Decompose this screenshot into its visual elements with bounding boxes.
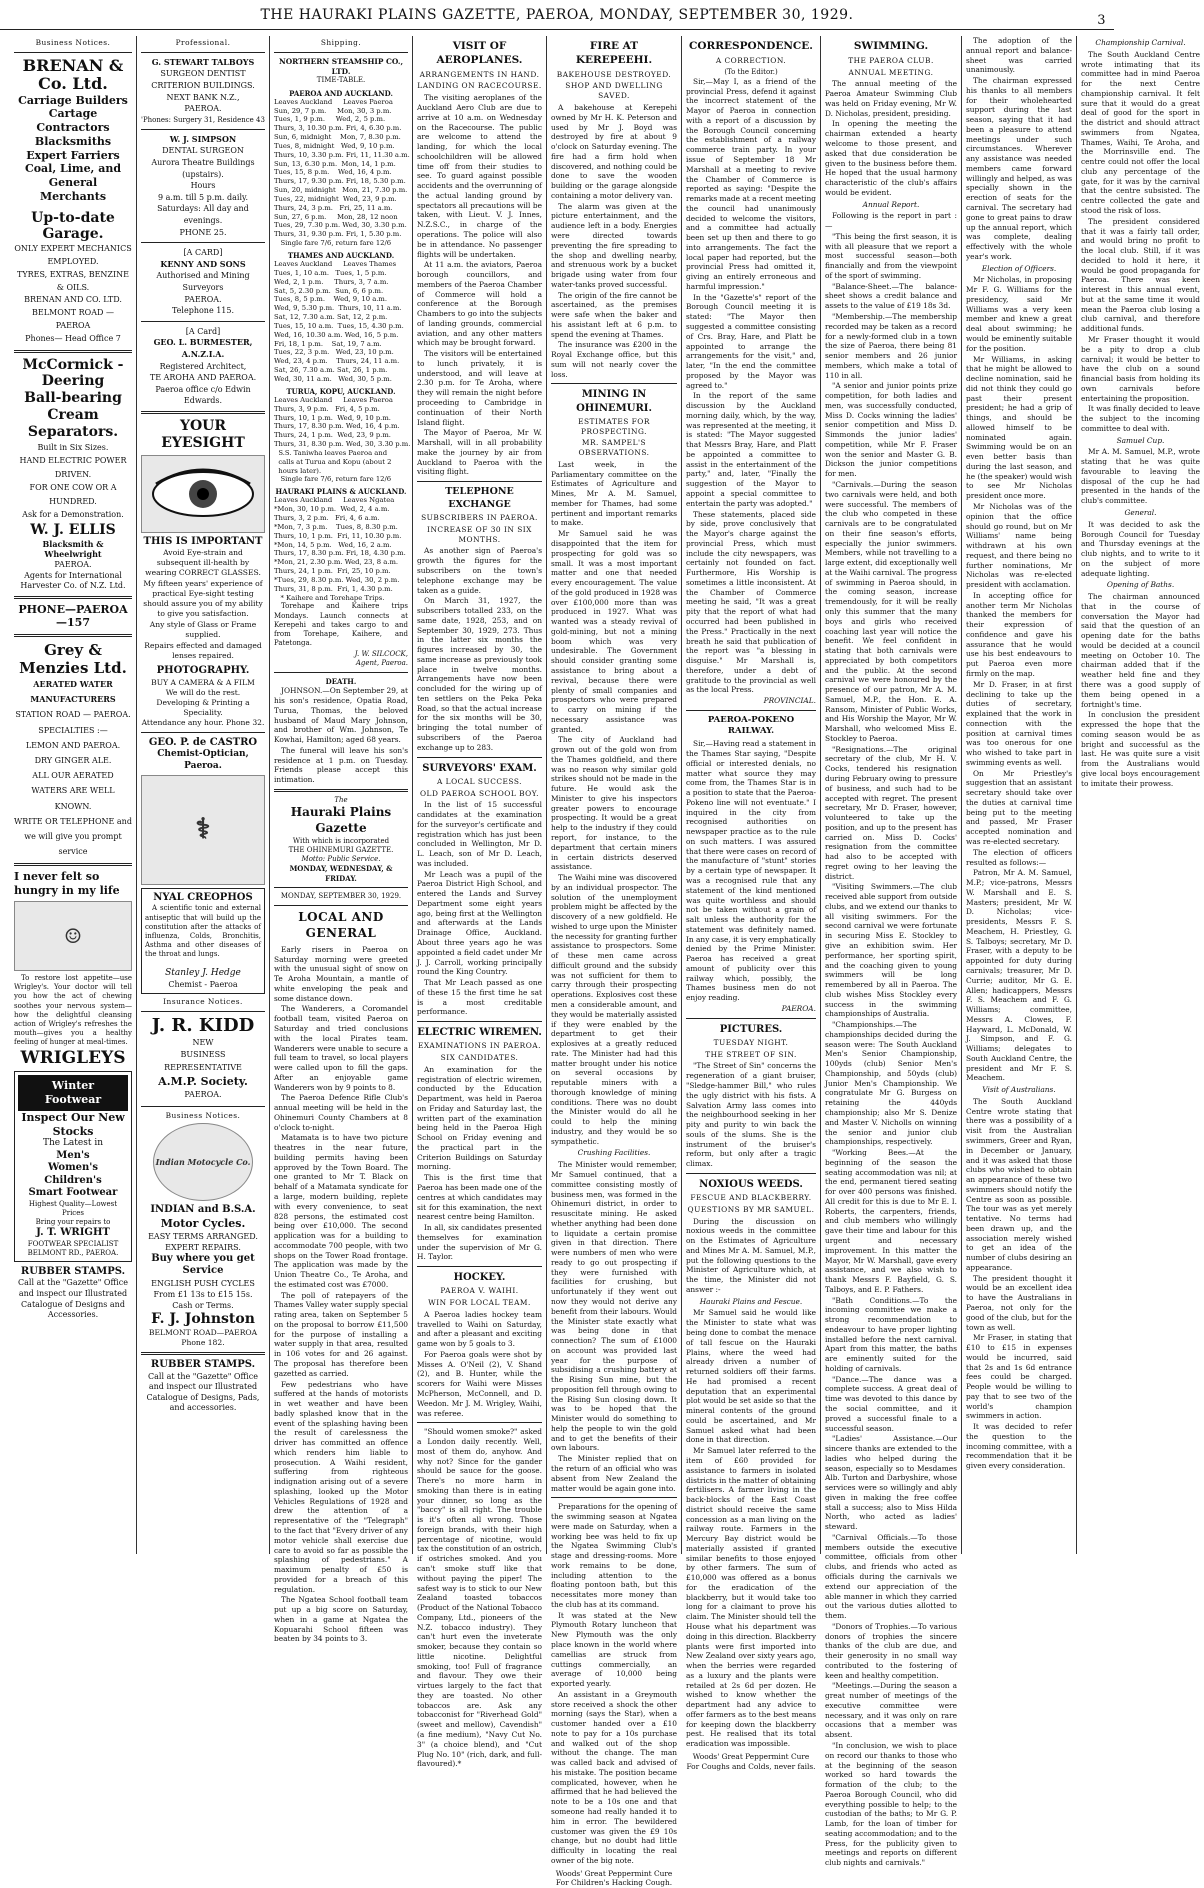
simpson-card: W. J. SIMPSON DENTAL SURGEON Aurora Theatre Buildings (upstairs). Hours 9 a.m. till 5 p.m. daily. Saturdays: All day and evenings. PHONE 25. — [151, 133, 255, 237]
talboys-card: G. STEWART TALBOYS SURGEON DENTIST CRITERION BUILDINGS. NEXT BANK N.Z., PAEROA. 'Phones: Surgery 31, Residence 43 — [141, 56, 265, 124]
section-label: Professional. — [175, 38, 231, 47]
timetable-turua-kopu: Leaves Auckland Leaves Paeroa Thurs, 3, 9 p.m. Fri, 4, 5 p.m. Thurs, 10, 1 p.m. Wed, 9, 10 p.m. Thurs, 17, 8.30 p.m. Wed, 16, 4 p.m. Thurs, 24, 1 p.m. Wed, 23, 9 p.m. Thurs, 31, 8.30 p.m. Wed, 30, 3.30 p.m. S.S. Taniwha leaves Paeroa and calls at Turua and Kopu (about 2 hours later). Single fare 7/6, return fare 12/6 — [274, 395, 411, 484]
telephone-title: TELEPHONE EXCHANGE — [445, 486, 514, 510]
column-6: CORRESPONDENCE. A CORRECTION. (To the Editor.) Sir,—May I, as a friend of the provincial Press, defend it against the incorrect statement of the Mayor of Paeroa in connection with a report of a discussion by the Borough Council concerning the establishment of a railway commerce train party. In your issue of September 18 Mr Marshall at a meeting to revive the Chamber of Commerce is reported as saying: "Despite the remarks made at a recent meeting the council had unanimously decided to welcome the visitors, and a committee had actually been set up then and there to go into arrangements. The fact the local paper had reported, but the provincial Press had omitted it, giving an entirely erroneous and harmful impression." In the "Gazette's" report of the Borough Council meeting it is stated: "The Mayor then suggested a committee consisting of Crs. Bray, Hare, and Platt be appointed to arrange the arrangements for the visit," and, later, "In the end the committee proposed by the Mayor was agreed to." In the report of the same discussion by the Auckland morning daily, which, by the way, was represented at the meeting, it is stated: "The Mayor suggested that Messrs Bray, Hare, and Platt be appointed a committee to assist in the entertainment of the party," and, later, "Finally the suggestion of the Mayor to appoint a special committee to entertain the party was adopted." These statements, placed side by side, prove conclusively that the Mayor's charge against the provincial Press, which must include the city newspapers, was certainly not founded on fact. Furthermore, His Worship is sometimes a little inconsistent. At the Chamber of Commerce meeting he said, "It was a great pity that the report of what had occurred had been published in the Press." Practically in the next breath he said that publication of the report was "a blessing in disguise." Mr Marshall is, therefore, under a debt of gratitude to the provincial as well as the local Press. PROVINCIAL. PAEROA-POKENO RAILWAY. Sir,—Having read a statement in the Thames Star saying, "Despite official or interested denials, no matter what source they may come from, the Thames Star is in a position to state that the Paeroa-Pokeno line will not eventuate." I inquired in the city from recognised authorities on newspaper practice as to the rule on such matters. I was assured that there were cases on record of the manufacture of "stunt" stories by a certain type of newspaper. It was a recognised rule that any statement of the kind mentioned was quite worthless and should not be taken without a grain of salt unless the authority for the statement was definitely named. In any case, it is very emphatically denied by the Prime Minister. Paeroa has received a great amount of publicity over this railway which, possibly, the Thames business men do not enjoy reading. PAEROA. PICTURES. TUESDAY NIGHT. THE STREET OF SIN. "The Street of Sin" concerns the regeneration of a giant bruiser, "Sledge-hammer Bill," who rules the ugly district with his fists. A Salvation Army lass comes into the neighbourhood seeking in her pity and purity to win back the souls of the slums. She is the instrument of the bruiser's reform, but only after a tragic climax. NOXIOUS WEEDS. FESCUE AND BLACKBERRY. QUESTIONS BY MR SAMUEL. During the discussion on noxious weeds in the committee on the Estimates of Agriculture and Mines Mr A. M. Samuel, M.P., put the following questions to the Minister of Agriculture which, at the time, the Minister did not answer :- Hauraki Plains and Fescue. Mr Samuel said he would like the Minister to state what was being done to combat the menace of tall fescue on the Hauraki Plains, where the weed had already driven a number of returned soldiers off their farms. He had promised a recent deputation that an experimental plot would be set aside so that the mineral contents of the ground could be ascertained, and Mr Samuel asked what had been done in that direction. Mr Samuel later referred to the item of £60 provided for assistance to farmers in isolated districts in the matter of obtaining fertilisers. A farmer living in the back-blocks of the East Coast district should receive the same concession as a man living on the railway route. Farmers in the Mercury Bay district would be materially assisted if granted similar benefits to those enjoyed by other farmers. The sum of £10,000 was offered as a bonus for the eradication of the blackberry, but it would take too long for a claimant to prove his claim. The Minister should tell the House what his department was doing in this direction. Blackberry plants were first imported into New Zealand over sixty years ago, when the berries were regarded as a luxury and the plants were retailed at 2s 6d per dozen. He wished to know whether the department had any advice to offer farmers as to the best means for keeping down the blackberry pest. He realised that its total eradication was impossible. Woods' Great Peppermint Cure For Coughs and Colds, never fails. — [682, 36, 821, 1554]
castro-sub: Chemist-Optician, Paeroa. — [157, 749, 249, 771]
phone-line: PHONE—PAEROA —157 — [18, 602, 128, 630]
nyal-title: NYAL CREOPHOS — [153, 891, 253, 903]
timetable-hauraki-plains: Leaves Auckland Leaves Ngatea *Mon, 30, 10 p.m. Wed, 2, 4 a.m. Thurs, 3, 2 p.m. Fri, 4, 6 a.m. *Mon, 7, 3 p.m. Tues, 8, 8.30 p.m. Thurs, 10, 1 p.m. Fri, 11, 10.30 p.m. *Mon, 14, 5 p.m. Wed, 16, 2 a.m. Thurs, 17, 8.30 p.m. Fri, 18, 4.30 p.m. *Mon, 21, 2.30 p.m. Wed, 23, 8 a.m. Thurs, 24, 1 p.m. Fri, 25, 10 p.m. *Tues, 29, 8.30 p.m. Wed, 30, 2 p.m. Thurs, 31, 8 p.m. Fri, 1, 4.30 p.m. * Kaihere and Torehape Trips. — [274, 496, 406, 602]
masthead-title: THE HAURAKI PLAINS GAZETTE, PAEROA, MONDAY, SEPTEMBER 30, 1929. — [260, 7, 854, 23]
weeds-title: NOXIOUS WEEDS. — [699, 1178, 803, 1190]
mccormick-lines: Built in Six Sizes. HAND ELECTRIC POWER DRIVEN. FOR ONE COW OR A HUNDRED. Ask for a Demonstration. — [19, 442, 127, 520]
shipping-company: NORTHERN STEAMSHIP CO., LTD. — [278, 56, 404, 76]
column-5: FIRE AT KEREPEEHI. BAKEHOUSE DESTROYED. SHOP AND DWELLING SAVED. A bakehouse at Kerepehi owned by Mr H. K. Peterson and used by Mr J. Boyd was destroyed by fire at about 9 o'clock on Saturday evening. The fire had a firm hold when discovered, and nothing could be done to save the wooden building or the garage alongside containing a motor delivery van. The alarm was given at the picture entertainment, and the audience left in a body. Energies were directed towards preventing the fire spreading to the shop and dwelling nearby, and strenuous work by a bucket brigade using water from four water-tanks proved successful. The origin of the fire cannot be ascertained, as the premises were safe when the baker and his assistant left at 6 p.m. to spend the evening at Thames. The insurance was £200 in the Royal Exchange office, but this sum will not nearly cover the loss. MINING IN OHINEMURI. ESTIMATES FOR PROSPECTING. MR. SAMPEL'S OBSERVATIONS. Last week, in the Parliamentary committee on the Estimates of Agriculture and Mines, Mr A. M. Samuel, member for Thames, had some pertinent and important remarks to make. Mr Samuel said he was disappointed that the item for prospecting for gold was so small. It was a most important matter and one that needed every encouragement. The value of the gold produced in 1928 was over £100,000 more than was produced in 1927. What was wanted was a steady revival of gold-mining, but not a mining boom which was very undesirable. The Government should consider granting some assistance to bring about a revival, because there were plenty of small companies and prospectors who were prepared to carry on mining if the necessary assistance was granted. The city of Auckland had grown out of the gold won from the Thames goldfield, and there was no reason why similar gold strikes should not be made in the future. He would ask the Minister to give his inspectors greater powers to encourage prospecting. It would be a great help to the industry if they could report, for instance, to the department that certain miners in certain districts deserved assistance. The Waihi mine was discovered by an individual prospector. The solution of the unemployment problem might be affected by the discovery of a new goldfield. He wished to urge upon the Minister the necessity for granting further assistance to prospectors. Some of these men came across difficult ground and the subsidy was not sufficient for them to carry through their prospecting operations. Explosives cost these men a considerable amount, and they would be materially assisted if they were enabled by the department to get their explosives at a greatly reduced rate. The Minister had had this matter brought under his notice on several occasions by reputable miners with a thorough knowledge of mining conditions. There was no doubt the Minister would do all he could to help the mining industry, and they would be so sympathetic. Crushing Facilities. The Minister would remember, Mr Samuel continued, that a committee consisting mostly of business men, was formed in the Ohinemuri district, in order to resuscitate mining. He asked whether anything had been done to liquidate a certain promise given in that direction. There were numbers of men who were ready to go out prospecting if they were furnished with facilities for crushing, but unfortunately if they went out now they would not derive any benefit from their labours. Would the Minister state exactly what was being done in that connection? The sum of £1000 on account was provided last year for the purpose of subsidising a crushing battery at the Rising Sun mine, but the proposition fell through owing to the Rising Sun closing down. It was to be hoped that the Minister would do something to help the people to win the gold and to get the benefits of their own labours. The Minister replied that on the return of an official who was absent from New Zealand the matter would be again gone into. Preparations for the opening of the swimming season at Ngatea were made on Saturday, when a working bee was held to fix up the Ngatea Swimming Club's stage and dressing-rooms. More work remains to be done, including attention to the floating pontoon bath, but this necessitates more money than the club has at its command. It was stated at the New Plymouth Rotary luncheon that New Plymouth was the only place known in the world where camellias are struck from cuttings commercially, an average of 10,000 being exported yearly. An assistant in a Greymouth store received a shock the other morning (says the Star), when a customer handed over a £10 note to pay for a 10s purchase and walked out of the shop without the change. The man was called back and advised of his mistake. The position became complicated, however, when he affirmed that he had believed the note to be a 10s one and that someone had really handed it to him in error. The bewildered customer was given the £9 10s change, but no doubt had little difficulty in locating the real owner of the big note. Woods' Great Peppermint Cure For Children's Hacking Cough. — [547, 36, 682, 1554]
rubber-title: RUBBER STAMPS. — [20, 1265, 126, 1277]
chemist-illustration: ⚕ — [141, 775, 265, 885]
column-2: Professional. G. STEWART TALBOYS SURGEON DENTIST CRITERION BUILDINGS. NEXT BANK N.Z., PAEROA. 'Phones: Surgery 31, Residence 43 W. J. SIMPSON DENTAL SURGEON Aurora Theatre Buildings (upstairs). Hours 9 a.m. till 5 p.m. daily. Saturdays: All day and evenings. PHONE 25. [A CARD] KENNY AND SONS Authorised and Mining Surveyors PAEROA. Telephone 115. [A Card] GEO. L. BURMESTER, A.N.Z.I.A. Registered Architect, TE AROHA AND PAEROA. Paeroa office c/o Edwin Edwards. YOUR EYESIGHT THIS IS IMPORTANT Avoid Eye-strain and subsequent ill-health by wearing CORRECT GLASSES. My fifteen years' experience of practical Eye-sight testing should assure you of my ability to give you satisfaction. Any style of Glass or Frame supplied. Repairs effected and damaged lenses repaired. PHOTOGRAPHY. BUY A CAMERA & A FILM We will do the rest. Developing & Printing a Speciality. Attendance any hour. Phone 32. GEO. P. de CASTRO Chemist-Optician, Paeroa. ⚕ NYAL CREOPHOS A scientific tonic and external antiseptic that will build up the constitution after the attacks of influenza, Colds, Bronchitis, Asthma and other diseases of the throat and lungs. Stanley J. Hedge Chemist - Paeroa Insurance Notices. J. R. KIDD NEW BUSINESS REPRESENTATIVE A.M.P. Society. PAEROA. Business Notices. Indian Motocycle Co. INDIAN and B.S.A. Motor Cycles. EASY TERMS ARRANGED. EXPERT REPAIRS. Buy where you get Service ENGLISH PUSH CYCLES From £1 13s to £15 15s. Cash or Terms. F. J. Johnston BELMONT ROAD—PAEROA Phone 182. RUBBER STAMPS. Call at the "Gazette" Office and inspect our Illustrated Catalogue of Designs, Pads, and accessories. — [137, 36, 270, 1554]
brenan-title: BRENAN & Co. Ltd. — [22, 55, 124, 94]
johnston-lines: BELMONT ROAD—PAEROA Phone 182. — [148, 1328, 258, 1348]
mccormick-sub: Ball-bearing Cream Separators. — [24, 390, 122, 440]
ellis-lines: Blacksmith & Wheelwright PAEROA. Agents for International Harvester Co. of N.Z. Ltd. — [20, 538, 126, 591]
column-1 — [10, 36, 137, 1554]
kenny-card: [A CARD] KENNY AND SONS Authorised and Mining Surveyors PAEROA. Telephone 115. — [156, 248, 250, 316]
photography-title: PHOTOGRAPHY. — [156, 665, 250, 677]
swimming-title: SWIMMING. — [853, 40, 929, 52]
column-7: SWIMMING. THE PAEROA CLUB. ANNUAL MEETING. The annual meeting of the Paeroa Amateur Swimming Club was held on Friday evening, Mr W. D. Nicholas, president, presiding. In opening the meeting the chairman extended a hearty welcome to those present, and asked that due consideration be given to the business before them. He hoped that the usual harmony characteristic of the club's affairs would be evident. Annual Report. Following is the report in part :— "This being the first season, it is with all pleasure that we report a most successful season—both financially and from the viewpoint of the sport of swimming. "Balance-Sheet.—The balance-sheet shows a credit balance and assets to the value of £19 18s 3d. "Membership.—The membership recorded may be taken as a record for a newly-formed club in a town the size of Paeroa, there being 81 senior members and 26 junior members, which make a total of 110 in all. "A senior and junior points prize competition, for both ladies and men, was successfully conducted, Miss D. Cocks winning the ladies' senior competition and Miss D. Simmonds the junior ladies' competition, while Mr F. Fraser won the senior and Master G. B. Dickson the junior competitions for men. "Carnivals.—During the season two carnivals were held, and both were successful. The members of the club who competed in these carnivals are to be congratulated on their fine season's efforts, especially the junior swimmers. Members, while not travelling to a large extent, did exceptionally well at the Waihi carnival. The progress of swimming in Paeroa should, in the coming season, increase tremendously, for it will be really only this summer that the many boys and girls who received coaching last year will notice the benefit. We feel confident in stating that both carnivals were appreciated by both competitors and the public. At the second carnival we were honoured by the presence of our patron, Mr A. M. Samuel, M.P., the Hon. E. A. Ransom, Minister of Public Works, and His Worship the Mayor, Mr W. Marshall, who welcomed Miss E. Stockley to Paeroa. "Resignations.—The original secretary of the club, Mr H. V. Cocks, tendered his resignation during February owing to pressure of business, and such had to be accepted with regret. The present secretary, Mr D. Fraser, however, volunteered to take up the position, and up to the present has carried on. Miss D. Cocks' resignation from the committee had also to be accepted with regret owing to her leaving the district. "Visiting Swimmers.—The club received able support from outside clubs, and we extend our thanks to all visiting swimmers. For the second carnival we were fortunate in securing Miss E. Stockley to give an exhibition swim. Her performance, her sporting spirit, and the coaching given to young swimmers will be long remembered by all in Paeroa. The club wishes Miss Stockley every success in the swimming championships of Australia. "Championships.—The championships decided during the season were: The South Auckland Men's Senior Championship, 100yds (club) Senior Men's Championship, and 50yds (club) Junior Men's Championship. We congratulate Mr G. Burgess on retaining the 440yds championship; also Mr S. Denize and Master V. Nicholls on winning the senior and junior club championships, respectively. "Working Bees.—At the beginning of the season the seating accommodation was nil; at the end, permanent tiered seating for over 400 persons was finished. All credit for this is due to Mr E. I. Roberts, the carpenters, friends, and club members who willingly gave their time and labour for this urgent and necessary improvement. In this matter the Mayor, Mr W. Marshall, gave every assistance, and we also wish to thank Messrs F. Bayfield, G. S. Talboys, and E. P. Fathers. "Bath Conditions.—To the incoming committee we make a strong recommendation to endeavour to have proper lighting installed before the next carnival. Apart from this matter, the baths are eminently suited for the holding of carnivals. "Dance.—The dance was a complete success. A great deal of time was devoted to this dance by the social committee, and it proved a successful finale to a successful season. "Ladies' Assistance.—Our sincere thanks are extended to the ladies who helped during the season, especially so to Mesdames Alb. Turton and Darbyshire, whose services were so willingly and ably given in making the free coffee stall a success; also to Miss Hilda North, who acted as ladies' steward. "Carnival Officials.—To those members outside the executive committee, officials from other clubs, and friends who acted as officials during the carnivals we extend our appreciation of the able manner in which they carried out the various duties allotted to them. "Donors of Trophies.—To various donors of trophies the sincere thanks of the club are due, and their generosity in no small way contributed to the fostering of keen and healthy competition. "Meetings.—During the season a great number of meetings of the executive committee were necessary, and it was only on rare occasions that a member was absent. "In conclusion, we wish to place on record our thanks to those who at the beginning of the season worked so hard towards the formation of the club; to the Paeroa Borough Council, who did everything possible to help; to the custodian of the baths; to Mr G. P. Lamb, for the loan of timber for seating accommodation; and to the Press, for the publicity given to meetings and reports on different club nights and carnivals." — [821, 36, 962, 1554]
column-3: Shipping. NORTHERN STEAMSHIP CO., LTD. TIME-TABLE. PAEROA AND AUCKLAND. Leaves Auckland Leaves Paeroa Sun, 29, 7 p.m. Mon, 30, 3 p.m. Tues, 1, 9 p.m. Wed, 2, 5 p.m. Thurs, 3, 10.30 p.m. Fri, 4, 6.30 p.m. Sun, 6, midnight Mon, 7, 8.30 p.m. Tues, 8, midnight Wed, 9, 10 p.m. Thurs, 10, 3.30 p.m. Fri, 11, 11.30 a.m. Sun, 13, 6.30 p.m. Mon, 14, 1 p.m. Tues, 15, 8 p.m. Wed, 16, 4 p.m. Thurs, 17, 9.30 p.m. Fri, 18, 5.30 p.m. Sun, 20, midnight Mon, 21, 7.30 p.m. Tues, 22, midnight Wed, 23, 9 p.m. Thurs, 24, 3 p.m. Fri, 25, 11 a.m. Sun, 27, 6 p.m. Mon, 28, 12 noon Tues, 29, 7.30 p.m. Wed, 30, 3.30 p.m. Thurs, 31, 9.30 p.m. Fri, 1, 5.30 p.m. Single fare 7/6, return fare 12/6 THAMES AND AUCKLAND. Leaves Auckland Leaves Thames Tues, 1, 10 a.m. Tues, 1, 5 p.m. Wed, 2, 1 p.m. Thurs, 3, 7 a.m. Sat, 5, 2.30 p.m. Sun, 6, 6 p.m. Tues, 8, 5 p.m. Wed, 9, 10 a.m. Wed, 9, 5.30 p.m. Thurs, 10, 11 a.m. Sat, 12, 7.30 a.m. Sat, 12, 2 p.m. Tues, 15, 10 a.m. Tues, 15, 4.30 p.m. Wed, 16, 10.30 a.m. Wed, 16, 5 p.m. Fri, 18, 1 p.m. Sat, 19, 7 a.m. Tues, 22, 3 p.m. Wed, 23, 10 p.m. Wed, 23, 4 p.m. Thurs, 24, 11 a.m. Sat, 26, 7.30 a.m. Sat, 26, 1 p.m. Wed, 30, 11 a.m. Wed, 30, 5 p.m. TURUA, KOPU, AUCKLAND. Leaves Auckland Leaves Paeroa Thurs, 3, 9 p.m. Fri, 4, 5 p.m. Thurs, 10, 1 p.m. Wed, 9, 10 p.m. Thurs, 17, 8.30 p.m. Wed, 16, 4 p.m. Thurs, 24, 1 p.m. Wed, 23, 9 p.m. Thurs, 31, 8.30 p.m. Wed, 30, 3.30 p.m. S.S. Taniwha leaves Paeroa and calls at Turua and Kopu (about 2 hours later). Single fare 7/6, return fare 12/6 HAURAKI PLAINS & AUCKLAND. Leaves Auckland Leaves Ngatea *Mon, 30, 10 p.m. Wed, 2, 4 a.m. Thurs, 3, 2 p.m. Fri, 4, 6 a.m. *Mon, 7, 3 p.m. Tues, 8, 8.30 p.m. Thurs, 10, 1 p.m. Fri, 11, 10.30 p.m. *Mon, 14, 5 p.m. Wed, 16, 2 a.m. Thurs, 17, 8.30 p.m. Fri, 18, 4.30 p.m. *Mon, 21, 2.30 p.m. Wed, 23, 8 a.m. Thurs, 24, 1 p.m. Fri, 25, 10 p.m. *Tues, 29, 8.30 p.m. Wed, 30, 2 p.m. Thurs, 31, 8 p.m. Fri, 1, 4.30 p.m. * Kaihere and Torehape Trips. Torehape and Kaihere trips Mondays. Launch connects at Kerepehi and takes cargo to and from Torehape, Kaihere, and Patetonga. J. W. SILCOCK, Agent, Paeroa. DEATH. JOHNSON.—On September 29, at his son's residence, Opatia Road, Turua, Thomas, the beloved husband of Maud Mary Johnson, and brother of Wm. Johnson, Te Kowhai, Hamilton; aged 68 years. The funeral will leave his son's residence at 1 p.m. on Tuesday. Friends please accept this intimation. The Hauraki Plains Gazette With which is incorporated THE OHINEMURI GAZETTE. Motto: Public Service. MONDAY, WEDNESDAY, & FRIDAY. MONDAY, SEPTEMBER 30, 1929. LOCAL AND GENERAL Early risers in Paeroa on Saturday morning were greeted with the unusual sight of snow on Te Aroha Mountain, a mantle of white enveloping the peak and some distance down. The Wanderers, a Coromandel football team, visited Paeroa on Saturday and tried conclusions with the local Pirates team. Wanderers were unable to secure a full team to travel, so local players were called upon to fill the gaps. After an enjoyable game Wanderers won by 9 points to 8. The Paeroa Defence Rifle Club's annual meeting will be held in the Ohinemuri County Chambers at 8 o'clock to-night. Matamata is to have two picture theatres in the near future, building permits having been approved by the Town Board. The one granted to Mr T. Black on behalf of a Matamata syndicate for a large, modern building, replete with every convenience, to seat 828 persons, the estimated cost being over £10,000. The second application was for a building to accommodate 700 people, with two shops on the Tower Road frontage. The application was made by the Union Theatre Co., Te Aroha, and the estimated cost was £7000. The poll of ratepayers of the Thames Valley water supply special rating area, taken on September 5 on the proposal to borrow £11,500 for the purpose of installing a water supply in that area, resulted in 106 votes for and 26 against. The proposal has therefore been gazetted as carried. Few pedestrians who have suffered at the hands of motorists in wet weather and have been badly splashed know that in the event of the splashing having been the result of carelessness the driver has committed an offence which renders him liable to prosecution. A Waihi resident, suffering from righteous indignation arising out of a severe splashing, looked up the Motor Vehicles Regulations of 1928 and drew the attention of a representative of the "Telegraph" to the fact that "Every driver of any motor vehicle shall exercise due care to avoid so far as possible the splashing of pedestrians." A maximum penalty of £50 is provided for a breach of this regulation. The Ngatea School football team put up a big score on Saturday, when in a game at Ngatea the Kopuarahi School fifteen was beaten by 34 points to 3. — [270, 36, 413, 1554]
correspondence-title: CORRESPONDENCE. — [689, 40, 813, 52]
johnston-title: F. J. Johnston — [151, 1311, 255, 1328]
indian-logo: Indian Motocycle Co. — [153, 1123, 253, 1201]
garage-lines: ONLY EXPERT MECHANICS EMPLOYED. TYRES, EXTRAS, BENZINE & OILS. BRENAN AND CO. LTD. BELMONT ROAD — PAEROA Phones— Head Office 7 — [14, 244, 132, 343]
garage-title: Up-to-date Garage. — [31, 209, 115, 243]
footwear-title: Winter Footwear — [18, 1075, 128, 1111]
kidd-title: J. R. KIDD — [151, 1014, 255, 1036]
timetable-thames-auckland: Leaves Auckland Leaves Thames Tues, 1, 10 a.m. Tues, 1, 5 p.m. Wed, 2, 1 p.m. Thurs, 3, 7 a.m. Sat, 5, 2.30 p.m. Sun, 6, 6 p.m. Tues, 8, 5 p.m. Wed, 9, 10 a.m. Wed, 9, 5.30 p.m. Thurs, 10, 11 a.m. Sat, 12, 7.30 a.m. Sat, 12, 2 p.m. Tues, 15, 10 a.m. Tues, 15, 4.30 p.m. Wed, 16, 10.30 a.m. Wed, 16, 5 p.m. Fri, 18, 1 p.m. Sat, 19, 7 a.m. Tues, 22, 3 p.m. Wed, 23, 10 p.m. Wed, 23, 4 p.m. Thurs, 24, 11 a.m. Sat, 26, 7.30 a.m. Sat, 26, 1 p.m. Wed, 30, 11 a.m. Wed, 30, 5 p.m. — [274, 260, 404, 383]
rubber-text-2: Call at the "Gazette" Office and inspect our Illustrated Catalogue of Designs, Pads, and accessories. — [146, 1371, 260, 1413]
section-label: Business Notices. — [35, 38, 111, 47]
column-9: Championship Carnival. The South Auckland Centre wrote intimating that its committee had in mind Paeroa for the next Centre championship carnival. It felt sure that it would do a great deal of good for the sport in the district and should attract swimmers from Ngatea, Thames, Waihi, Te Aroha, and the Morrinsville end. The centre could not offer the local club any percentage of the gate, for it was by the carnival that the centre subsisted. The centre collected the gate and stood the risk of loss. The president considered that it was a fairly tall order, and would bring no profit to the local club. Still, if it was decided to hold it here, it would be good propaganda for Paeroa. There was keen interest in this annual event, but at the same time it would mean the Paeroa club losing a club carnival, and therefore additional funds. Mr Fraser thought it would be a pity to drop a club carnival; it would be better to have the club on a sound financial basis from holding its own carnivals before entertaining the proposition. It was finally decided to leave the subject to the incoming committee to deal with. Samuel Cup. Mr A. M. Samuel, M.P., wrote stating that he was quite favourable to leaving the disposal of the cup he had presented in the hands of the club's committee. General. It was decided to ask the Borough Council for Tuesday and Thursday evenings at the club nights, and to write to it on the subject of more adequate lighting. Opening of Baths. The chairman announced that in the course of conversation the Mayor had said that the question of an opening date for the baths would be decided at a council meeting on October 10. The chairman added that if the weather held fine and they there was a good supply of them being opened in a fortnight's time. In conclusion the president expressed the hope that the coming season would be as bright and successful as the last. He was quite sure a visit from the Australians would give local boys encouragement to imitate their prowess. — [1081, 38, 1200, 788]
local-general-title: LOCAL AND GENERAL — [298, 910, 384, 941]
photography-lines: BUY A CAMERA & A FILM We will do the rest. Developing & Printing a Speciality. Attendance any hour. Phone 32. — [141, 677, 265, 727]
section-label: Shipping. — [320, 38, 362, 47]
columns — [10, 36, 1200, 1888]
mccormick-title: McCormick - Deering — [22, 356, 124, 390]
grey-title: Grey & Menzies Ltd. — [19, 641, 127, 678]
footwear-ad: Winter Footwear Inspect Our New Stocks The Latest in Men's Women's Children's Smart Footwear Highest Quality—Lowest Prices Bring your repairs to J. T. WRIGHT FOOTWEAR SPECIALIST BELMONT RD., PAEROA. — [14, 1071, 132, 1262]
eyesight-title: YOUR EYESIGHT — [161, 417, 245, 451]
eye-illustration — [141, 455, 265, 533]
railway-title: PAEROA-POKENO RAILWAY. — [707, 714, 795, 737]
page-number: 3 — [1097, 13, 1106, 28]
column-8: The adoption of the annual report and balance-sheet was carried unanimously. The chairman expressed his thanks to all members for their wholehearted support during the last season, saying that it had been a pleasure to attend meetings under such circumstances. Wherever any assistance was needed members came forward willingly and helped, as was specially shown in the erection of seats for the carnival. The secretary had gone to great pains to draw up the annual report, which was complete, dealing effectively with the whole year's work. Election of Officers. Mr Nicholas, in proposing Mr F. G. Williams for the presidency, said Mr Williams was a very keen member and knew a great deal about swimming; he would be eminently suitable for the position. Mr Williams, in asking that he might be allowed to decline nomination, said he did not think they could go past their present president; he had a grip of things, and should be allowed himself to be nominated again. Swimming would be on an even better basis than during the last season, and he (the speaker) would wish to see Mr Nicholas president once more. Mr Nicholas was of the opinion that the office should go round, but on Mr Williams' name being withdrawn at his own request, and there being no further nominations, Mr Nicholas was re-elected president with acclamation. In accepting office for another term Mr Nicholas thanked the members for their expression of confidence and gave his assurance that he would use his best endeavours to put Paeroa even more firmly on the map. Mr D. Fraser, in at first declining to take up the duties of secretary, explained that the work in connection with the position at carnival times was too onerous for one who wished to take part in swimming events as well. On Mr Priestley's suggestion that an assistant secretary should take over the duties at carnival time being put to the meeting and passed, Mr Fraser accepted nomination and was re-elected secretary. The election of officers resulted as follows:— Patron, Mr A. M. Samuel, M.P.; vice-patrons, Messrs W. Marshall and E. S. Masters; president, Mr W. D. Nicholas; vice-presidents, Messrs F. S. Meachem, H. Priestley, G. S. Talboys; secretary, Mr D. Fraser, with a deputy to be appointed for duty during carnivals; treasurer, Mr D. Currie; auditor, Mr G. E. Allen; hadicappers, Messrs F. S. Meachem and F. G. Williams; committee, Messrs A. Clowes, F. Hayward, L. McDonald, W. J. Simpson, and F. G. Williams; delegates to South Auckland Centre, the president and Mr F. S. Meachem. Visit of Australians. The South Auckland Centre wrote stating that there was a possibility of a visit from the Australian swimmers, Greer and Ryan, in December or January, and it was asked that those clubs who wished to obtain an appearance of these two swimmers should notify the Centre as soon as possible. The tour was as yet merely tentative. No terms had been drawn up, and the association merely wished to get an idea of the number of clubs desiring an appearance. The president thought it would be an excellent idea to have the Australians in Paeroa, not only for the good of the club, but for the town as well. Mr Fraser, in stating that £10 to £15 in expenses would be incurred, said that 2s and 1s 6d entrance fees could be charged. People would be willing to pay that to see two of the world's champion swimmers in action. It was decided to refer the question to the incoming committee, with a recommendation that it be given every consideration. — [962, 36, 1077, 1554]
wrigley-brand: WRIGLEYS — [20, 1047, 126, 1068]
nyal-text: A scientific tonic and external antiseptic that will build up the constitution after the attacks of influenza, Colds, Bronchitis, Asthma and other diseases of the throat and lungs. — [145, 904, 261, 959]
nyal-box: NYAL CREOPHOS A scientific tonic and external antiseptic that will build up the constitution after the attacks of influenza, Colds, Bronchitis, Asthma and other diseases of the throat and lungs. Stanley J. Hedge Chemist - Paeroa — [141, 888, 265, 994]
masthead — [0, 0, 1114, 30]
brenan-lines: Carriage Builders Cartage Contractors Blacksmiths Expert Farriers Coal, Lime, and General Merchants — [18, 93, 128, 203]
fire-title: FIRE AT KEREPEEHI. — [575, 40, 653, 66]
wiremen-title: ELECTRIC WIREMEN. — [417, 1027, 542, 1039]
rubber-title-2: RUBBER STAMPS. — [150, 1359, 256, 1371]
tobacco-notice: "Should women smoke?" asked a London daily recently. Well, most of them do, anyhow. And why not? Since for the gander should be sauce for the goose. There's no more harm in smoking than there is in eating your dinner, so long as the "baccy" is all right. The trouble is it's often all wrong. Those foreign brands, with their high percentage of nicotine, would tax the constitution of an ostrich, if ostriches smoked. And you can't smoke stuff like that without paying the piper! The safest way is to stick to our New Zealand toasted tobaccos (Product of the National Tobacco Company, Ltd., pioneers of the N.Z. tobacco industry). They can't hurt even the inveterate smoker, because they contain so little nicotine. Delightful smoking, too! Full of fragrance and flavour. They owe their virtues largely to the fact that they are toasted. No other tobaccos are. Ask any tobacconist for "Riverhead Gold" (sweet and mellow), Cavendish" (a fine medium), "Navy Cut No. 3" (a choice blend), and "Cut Plug No. 10" (rich, dark, and full-flavoured).* — [417, 1427, 543, 1769]
mining-title: MINING IN OHINEMURI. — [576, 389, 652, 414]
indian-lines: INDIAN and B.S.A. Motor Cycles. EASY TERMS ARRANGED. EXPERT REPAIRS. Buy where you get Service ENGLISH PUSH CYCLES From £1 13s to £15 15s. Cash or Terms. — [148, 1204, 258, 1311]
surveyors-title: SURVEYORS' EXAM. — [422, 762, 537, 774]
wrigley-headline: I never felt so hungry in my life — [14, 870, 120, 898]
wrigley-illustration: ☺ — [14, 901, 132, 971]
rubber-text: Call at the "Gazette" Office and inspect our Illustrated Catalogue of Designs and Accessories. — [18, 1278, 128, 1320]
timetable-paeroa-auckland: Leaves Auckland Leaves Paeroa Sun, 29, 7 p.m. Mon, 30, 3 p.m. Tues, 1, 9 p.m. Wed, 2, 5 p.m. Thurs, 3, 10.30 p.m. Fri, 4, 6.30 p.m. Sun, 6, midnight Mon, 7, 8.30 p.m. Tues, 8, midnight Wed, 9, 10 p.m. Thurs, 10, 3.30 p.m. Fri, 11, 11.30 a.m. Sun, 13, 6.30 p.m. Mon, 14, 1 p.m. Tues, 15, 8 p.m. Wed, 16, 4 p.m. Thurs, 17, 9.30 p.m. Fri, 18, 5.30 p.m. Sun, 20, midnight Mon, 21, 7.30 p.m. Tues, 22, midnight Wed, 23, 9 p.m. Thurs, 24, 3 p.m. Fri, 25, 11 a.m. Sun, 27, 6 p.m. Mon, 28, 12 noon Tues, 29, 7.30 p.m. Wed, 30, 3.30 p.m. Thurs, 31, 9.30 p.m. Fri, 1, 5.30 p.m. Single fare 7/6, return fare 12/6 — [274, 97, 410, 248]
kidd-lines: NEW BUSINESS REPRESENTATIVE A.M.P. Society. PAEROA. — [158, 1037, 248, 1099]
death-title: DEATH. — [325, 677, 357, 686]
grey-lines: AERATED WATER MANUFACTURERS STATION ROAD — PAEROA. SPECIALTIES :— LEMON AND PAEROA. DRY GINGER ALE. ALL OUR AERATED WATERS ARE WELL KNOWN. WRITE OR TELEPHONE and we will give you prompt service — [14, 679, 132, 857]
business-label: Business Notices. — [165, 1110, 241, 1120]
wrigley-text: To restore lost appetite—use Wrigley's. Your doctor will tell you how the act of chewing soothes your nervous system—how the delightful cleansing action of Wrigley's refreshes the mouth—gives you a healthy feeling of hunger at meal-times. — [14, 973, 132, 1047]
important-title: THIS IS IMPORTANT — [143, 535, 263, 547]
column-4: VISIT OF AEROPLANES. ARRANGEMENTS IN HAND. LANDING ON RACECOURSE. The visiting aeroplanes of the Auckland Aero Club are due to arrive at 10 a.m. on Wednesday on the Racecourse. The public are welcome to attend the landing, for which the local schoolchildren will be allowed time off from their studies to see. To guard against possible accidents and the overrunning of the actual landing ground by spectators all precautions will be taken, with Lieut. V. J. Innes, N.Z.S.C., in charge of the operations. The police will also be in attendance. No passenger flights will be undertaken. At 11 a.m. the aviators, Paeroa borough councillors, and members of the Paeroa Chamber of Commerce will hold a conference at the Borough Chambers to go into the subjects of landing grounds, commercial aviation, and any other matters which may be brought forward. The visitors will be entertained to lunch privately, it is understood, and will leave at 2.30 p.m. for Te Aroha, where they will remain the night before proceeding to Cambridge in continuation of their North Island flight. The Mayor of Paeroa, Mr W. Marshall, will in all probability make the journey by air from Auckland to Paeroa with the visiting flight. TELEPHONE EXCHANGE SUBSCRIBERS IN PAEROA. INCREASE OF 30 IN SIX MONTHS. As another sign of Paeroa's growth the figures for the subscribers on the town's telephone exchange may be taken as a guide. On March 31, 1927, the subscribers totalled 233, on the same date, 1928, 253, and on September 30, 1929, 273. Thus in the latter six months the figures increased by 30, the same increase as previously took place in twelve months. Arrangements have now been concluded for the wiring up of ten settlers on the Peka Peka Road, so that the actual increase for the six months will be 30, bringing the total number of subscribers of the Paeroa exchange up to 283. SURVEYORS' EXAM. A LOCAL SUCCESS. OLD PAEROA SCHOOL BOY. In the list of 15 successful candidates at the examination for the surveyor's certificate and registration which has just been concluded in Wellington, Mr D. L. Leach, son of Mr D. Leach, was included. Mr Leach was a pupil of the Paeroa District High School, and entered the Lands and Survey Department some eight years ago, being first at the Wellington and afterwards at the Lands Drainage Office, Auckland. About three years ago he was appointed a field cadet under Mr J. J. Carroll, working principally round the King Country. That Mr Leach passed as one of these 15 the first time he sat is a most creditable performance. ELECTRIC WIREMEN. EXAMINATIONS IN PAEROA. SIX CANDIDATES. An examination for the registration of electric wiremen, conducted by the Education Department, was held in Paeroa on Friday and Saturday last, the written part of the examination being held in the Paeroa High School on Friday evening and the practical part in the Criterion Buildings on Saturday morning. This is the first time that Paeroa has been made one of the centres at which candidates may sit for this examination, the next nearest centre being Hamilton. In all, six candidates presented themselves for examination under the supervision of Mr G. H. Taylor. HOCKEY. PAEROA V. WAIHI. WIN FOR LOCAL TEAM. A Paeroa ladies hockey team travelled to Waihi on Saturday, and after a pleasant and exciting game won by 5 goals to 3. For Paeroa goals were shot by Misses A. O'Neil (2), V. Shand (2), and B. Hunter, while the scorers for Waihi were Misses McPherson, McConnell, and D. Weedon. Mr J. M. Wrigley, Waihi, was referee. "Should women smoke?" asked a London daily recently. Well, most of them do, anyhow. And why not? Since for the gander should be sauce for the goose. There's no more harm in smoking than there is in eating your dinner, so long as the "baccy" is all right. The trouble is it's often all wrong. Those foreign brands, with their high percentage of nicotine, would tax the constitution of an ostrich, if ostriches smoked. And you can't smoke stuff like that without paying the piper! The safest way is to stick to our New Zealand toasted tobaccos (Product of the National Tobacco Company, Ltd., pioneers of the N.Z. tobacco industry). They can't hurt even the inveterate smoker, because they contain so little nicotine. Delightful smoking, too! Full of fragrance and flavour. They owe their virtues largely to the fact that they are toasted. No other tobaccos are. Ask any tobacconist for "Riverhead Gold" (sweet and mellow), Cavendish" (a fine medium), "Navy Cut No. 3" (a choice blend), and "Cut Plug No. 10" (rich, dark, and full-flavoured).* — [413, 36, 547, 1554]
insurance-label: Insurance Notices. — [163, 997, 243, 1007]
pictures-title: PICTURES. — [719, 1023, 783, 1035]
hockey-title: HOCKEY. — [453, 1272, 506, 1284]
castro-title: GEO. P. de CASTRO — [148, 736, 258, 748]
dateline: MONDAY, SEPTEMBER 30, 1929. — [280, 891, 402, 900]
aeroplanes-title: VISIT OF AEROPLANES. — [436, 40, 523, 66]
ellis-title: W. J. ELLIS — [30, 522, 116, 539]
eye-icon — [148, 464, 258, 524]
burmester-card: [A Card] GEO. L. BURMESTER, A.N.Z.I.A. Registered Architect, TE AROHA AND PAEROA. Paeroa office c/o Edwin Edwards. — [149, 326, 257, 406]
gazette-nameplate: Hauraki Plains Gazette — [290, 805, 392, 835]
